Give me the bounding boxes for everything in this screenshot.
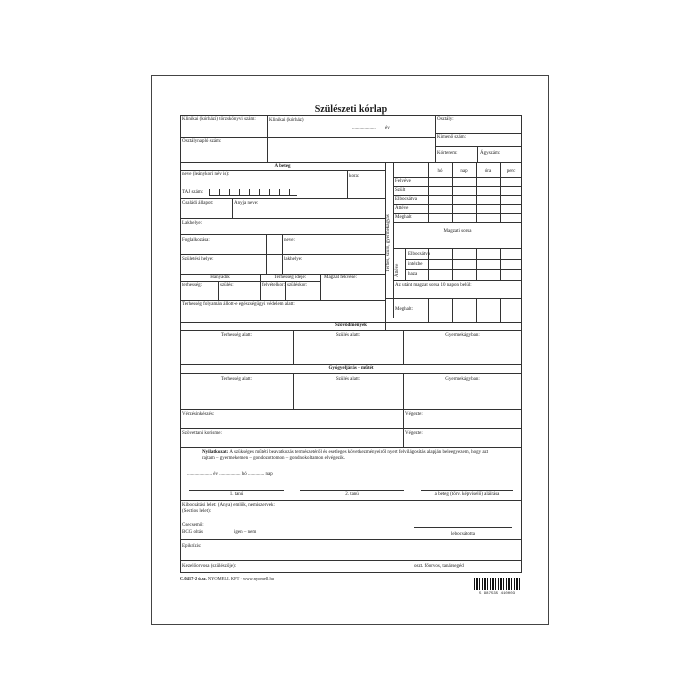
field-label: szüléskor: — [287, 283, 308, 288]
column-header: hó — [437, 169, 443, 174]
field-label: Vérzésinkészés: — [182, 412, 215, 417]
field-label: Meghalt: — [395, 307, 414, 312]
signature-label: 2. tanú — [345, 492, 359, 497]
date-line: .................... év ................. hó ............. nap — [187, 472, 273, 477]
divider — [385, 298, 522, 299]
field-label: Magzat fekvése: — [324, 275, 357, 280]
divider — [180, 560, 522, 561]
divider — [405, 269, 522, 270]
divider — [180, 373, 522, 374]
divider — [285, 281, 286, 300]
declaration-text — [202, 450, 502, 462]
column-label: Terhesség alatt: — [220, 333, 253, 338]
row-label: Elbocsátva — [408, 252, 430, 257]
divider — [393, 177, 522, 178]
barcode-number: 5 987535 410003 — [478, 592, 515, 596]
field-label: Terhesség folyamán állott-e egészségügyi védelem alatt: — [182, 302, 295, 307]
divider — [180, 409, 522, 410]
signature-line — [300, 490, 404, 491]
divider — [393, 280, 522, 281]
field-label: szülés: — [220, 283, 234, 288]
field-label: Kimenő szám: — [437, 135, 467, 140]
column-label: Gyermekágyban: — [445, 377, 480, 382]
column-header: perc — [506, 169, 516, 174]
column-label: Szülés alatt: — [335, 377, 361, 382]
divider — [347, 170, 348, 198]
declaration-label: Nyilatkozat: — [202, 450, 229, 455]
field-label: év — [385, 126, 390, 131]
signature-line — [414, 527, 512, 528]
field-label: Kibocsátási lelet: (Anya) emlők, nemiszervek: — [182, 503, 275, 508]
divider — [218, 281, 219, 300]
column-label: Terhesség alatt: — [220, 377, 253, 382]
divider — [180, 218, 385, 219]
field-label: Anyja neve: — [234, 201, 259, 206]
field-label: Epikrízis: — [182, 544, 202, 549]
column-header: nap — [460, 169, 468, 174]
divider — [476, 248, 477, 280]
barcode-icon — [474, 578, 520, 590]
field-label: BCG oltás — [182, 530, 203, 535]
form-sheet — [151, 75, 549, 625]
divider — [180, 539, 522, 540]
column-label: Gyermekágyban: — [445, 333, 480, 338]
divider — [260, 274, 261, 300]
divider — [476, 298, 477, 322]
divider — [393, 195, 522, 196]
column-label: Szülés alatt: — [335, 333, 361, 338]
row-label: Elbocsátva — [395, 197, 417, 202]
field-label: Szövettani korisme: — [182, 431, 222, 436]
divider — [180, 447, 522, 448]
divider — [180, 428, 522, 429]
divider — [180, 330, 522, 331]
divider — [393, 213, 522, 214]
row-label: Felvéve — [395, 179, 411, 184]
field-label: kora: — [349, 174, 360, 179]
divider — [428, 298, 429, 322]
divider — [180, 198, 385, 199]
field-label: (Sectios lelet): — [182, 509, 212, 514]
divider — [435, 146, 522, 147]
field-label: Családi állapot: — [182, 201, 214, 206]
column-header: óra — [484, 169, 492, 174]
field-label: neve (leánykori név is): — [182, 172, 230, 177]
signature-label: a beteg (törv. képviselő) aláírása — [434, 492, 500, 497]
field-label: Klinikai (kórház) — [269, 118, 304, 123]
field-label: Kórterem: — [437, 151, 458, 156]
form-code-text: C.0417-2 ú.sz. — [180, 576, 207, 581]
field-label: Hányadik — [210, 275, 230, 280]
row-label: Meghalt — [395, 215, 412, 220]
field-label: Terhesség ideje: — [273, 275, 307, 280]
divider — [180, 170, 385, 171]
divider — [393, 204, 522, 205]
signature-line — [189, 490, 284, 491]
field-label: lakhelye: — [284, 257, 303, 262]
divider — [180, 300, 385, 301]
divider — [500, 248, 501, 280]
publisher: NYOMELL KFT · www.nyomell.hu — [207, 576, 274, 581]
divider — [452, 298, 453, 322]
divider — [405, 259, 522, 260]
form-code — [180, 576, 274, 582]
field-label: Az utánt magzat sorsa 10 napon belül: — [395, 283, 472, 288]
field-label: Születési helye: — [182, 257, 214, 262]
field-label: Kezelőorvosa (szülészője): — [182, 564, 237, 569]
field-label: oszt. főorvos, tanársegéd — [414, 564, 464, 569]
divider — [500, 298, 501, 322]
divider — [180, 281, 320, 282]
row-label: intézbe — [408, 262, 423, 267]
field-label: Végezte: — [405, 431, 423, 436]
divider — [180, 254, 385, 255]
field-label: Csecsemő: — [182, 523, 204, 528]
row-label: haza — [408, 272, 418, 277]
form-title: Szülészeti kórlap — [314, 104, 388, 115]
field-label: Osztály: — [437, 117, 454, 122]
signature-label: lebocsátotta — [451, 532, 475, 537]
section-header: Gyógyeljárás - műtét — [328, 366, 374, 371]
divider — [477, 146, 478, 162]
field-label: terhesség: — [182, 283, 202, 288]
divider — [435, 115, 436, 162]
field-label: neve: — [284, 238, 295, 243]
divider — [180, 137, 435, 138]
field-label: Foglalkozása: — [182, 238, 210, 243]
divider — [180, 500, 522, 501]
divider — [232, 198, 233, 218]
section-header: A beteg — [274, 164, 291, 169]
section-header: Magzati sorsa — [443, 229, 472, 234]
signature-line — [421, 490, 513, 491]
signature-label: 1. tanú — [229, 492, 244, 497]
row-label: Áttéve — [395, 206, 409, 211]
divider — [393, 222, 522, 223]
divider — [405, 248, 406, 280]
field-label: Végezte: — [405, 412, 423, 417]
divider — [393, 186, 522, 187]
row-label: Áttéve — [395, 263, 400, 277]
divider — [320, 274, 321, 300]
divider — [393, 248, 522, 249]
divider — [267, 115, 268, 162]
field-label: Ágyszám: — [480, 151, 501, 156]
divider — [180, 162, 522, 163]
vertical-label: Terhes, szülő, gyermekágyas — [386, 214, 391, 272]
divider — [435, 133, 522, 134]
field-label: Osztálynapló szám: — [182, 139, 222, 144]
divider — [180, 364, 522, 365]
section-header: Szövődmények — [335, 323, 367, 328]
declaration-body: A szükséges műtéti beavatkozás természetéről és esetleges következményeiről nyert felvilágosítás alapján beleegyezem, hogy azt rajtam – gyermekemen – gondozottomon – gondnokoltamon elvégezik. — [202, 450, 489, 461]
field-label: Lakhelye: — [182, 221, 202, 226]
row-label: Szült — [395, 188, 406, 193]
field-label: igen – nem — [234, 530, 257, 535]
field-label: TAJ szám: — [182, 190, 204, 195]
taj-boxes[interactable] — [209, 189, 297, 196]
field-label: felvételkor: — [262, 283, 286, 288]
field-label: Klinikai (kórházi) törzskönyvi szám: — [182, 117, 256, 122]
field-placeholder: ................... — [352, 126, 376, 131]
divider — [452, 248, 453, 280]
